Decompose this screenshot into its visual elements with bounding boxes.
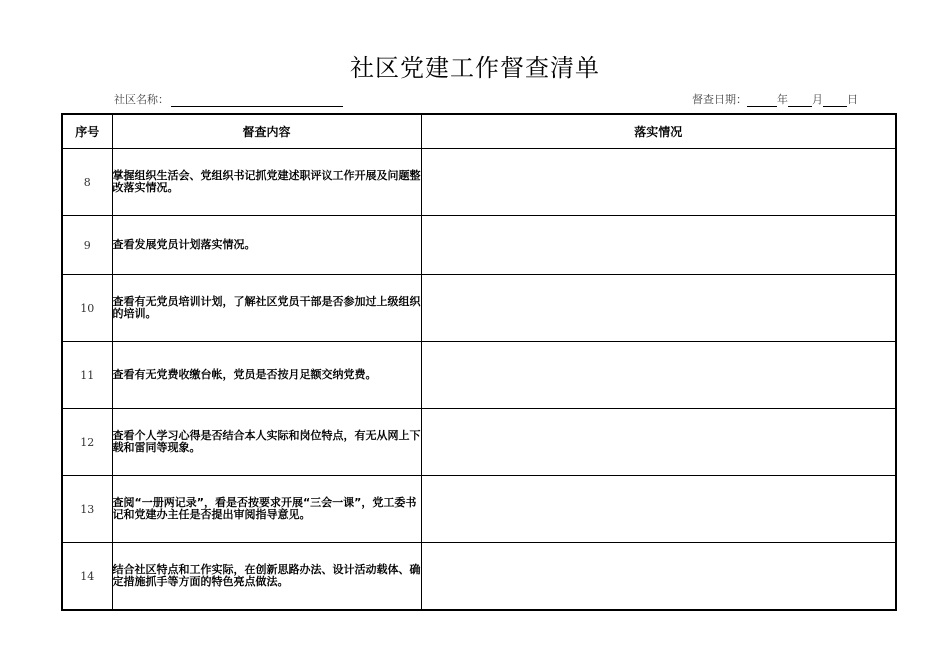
row-result-cell[interactable]: [421, 216, 896, 275]
row-content: 查阅“一册两记录”，看是否按要求开展“三会一课”，党工委书记和党建办主任是否提出审阅指导意见。: [112, 476, 421, 543]
row-content: 查看个人学习心得是否结合本人实际和岗位特点，有无从网上下载和雷同等现象。: [112, 409, 421, 476]
row-content: 查看有无党员培训计划，了解社区党员干部是否参加过上级组织的培训。: [112, 275, 421, 342]
header-row: [62, 114, 896, 149]
page-title: 社区党建工作督查清单: [350, 54, 600, 82]
community-name-blank[interactable]: [171, 94, 343, 107]
row-seq: 9: [62, 216, 112, 275]
row-content: 掌握组织生活会、党组织书记抓党建述职评议工作开展及问题整改落实情况。: [112, 149, 421, 216]
header-content: 督查内容: [112, 114, 421, 149]
table-row: [62, 216, 896, 275]
inspection-date-label: 督查日期：: [692, 93, 747, 106]
row-content: 结合社区特点和工作实际，在创新思路办法、设计活动载体、确定措施抓手等方面的特色亮点做法。: [112, 543, 421, 611]
month-blank[interactable]: [788, 94, 812, 107]
checklist-table: [61, 113, 897, 611]
row-result-cell[interactable]: [421, 409, 896, 476]
inspection-date-field: [692, 91, 858, 107]
table-row: [62, 543, 896, 611]
row-result-cell[interactable]: [421, 275, 896, 342]
row-result-cell[interactable]: [421, 149, 896, 216]
day-label: 日: [847, 93, 858, 106]
header-seq: 序号: [62, 114, 112, 149]
year-blank[interactable]: [747, 94, 777, 107]
table-row: [62, 409, 896, 476]
row-seq: 10: [62, 275, 112, 342]
row-result-cell[interactable]: [421, 476, 896, 543]
row-result-cell[interactable]: [421, 342, 896, 409]
row-content: 查看发展党员计划落实情况。: [112, 216, 421, 275]
row-result-cell[interactable]: [421, 543, 896, 611]
row-content: 查看有无党费收缴台帐，党员是否按月足额交纳党费。: [112, 342, 421, 409]
table-row: [62, 342, 896, 409]
row-seq: 8: [62, 149, 112, 216]
table-row: [62, 476, 896, 543]
community-name-label: 社区名称：: [114, 93, 169, 106]
header-result: 落实情况: [421, 114, 896, 149]
community-name-field: [114, 91, 343, 107]
month-label: 月: [812, 93, 823, 106]
row-seq: 11: [62, 342, 112, 409]
row-seq: 14: [62, 543, 112, 611]
table-row: [62, 149, 896, 216]
year-label: 年: [777, 93, 788, 106]
day-blank[interactable]: [823, 94, 847, 107]
row-seq: 12: [62, 409, 112, 476]
row-seq: 13: [62, 476, 112, 543]
table-row: [62, 275, 896, 342]
